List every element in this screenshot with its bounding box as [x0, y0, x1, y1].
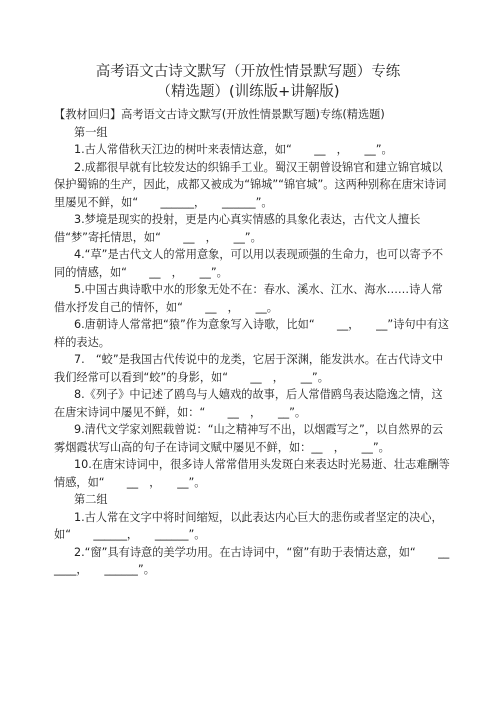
question-item: 3.梦境是现实的投射，更是内心真实情感的具象化表达，古代文人擅长借“梦”寄托情思，如“ __ ， __”。 [54, 213, 421, 244]
question-item: 2.成都很早就有比较发达的织锦手工业。蜀汉王朝曾设锦官和建立锦官城以保护蜀锦的生产，因此，成都又被成为“锦城”“锦官城”。这两种别称在唐宋诗词里屡见不鲜，如“ ______， ______”。 [54, 160, 447, 209]
question-item: 7. “蛟”是我国古代传说中的龙类，它居于深渊，能发洪水。在古代诗文中我们经常可以看到“蛟”的身影，如“ __ ， __”。 [54, 353, 444, 384]
document-title: 高考语文古诗文默写（开放性情景默写题）专练（精选题）(训练版+讲解版) [95, 64, 401, 100]
question-item: 4.“草”是古代文人的常用意象，可以用以表现顽强的生命力，也可以寄予不同的情感，如“ __ ， __”。 [54, 248, 444, 279]
question-item: 10.在唐宋诗词中，很多诗人常常借用头发斑白来表达时光易逝、壮志难酬等情感，如“ __ ， __”。 [54, 458, 450, 489]
question-item: 1.古人常借秋天江边的树叶来表情达意，如“ __ ， __”。 [74, 143, 393, 156]
question-item: 1.古人常在文字中将时间缩短，以此表达内心巨大的悲伤或者坚定的决心，如“ ______， ______”。 [54, 510, 443, 541]
question-item: 9.清代文学家刘熙载曾说：“山之精神写不出，以烟霞写之”，以自然界的云雾烟霞状写山高的句子在诗词文赋中屡见不鲜，如：__ ， __”。 [54, 423, 444, 454]
question-item: 2.“窗”具有诗意的美学功用。在古诗词中，“窗”有助于表情达意，如“ ______， ______”。 [54, 545, 450, 576]
group-1-heading: 第一组 [74, 125, 108, 139]
intro-paragraph: 【教材回归】高考语文古诗文默写(开放性情景默写题)专练(精选题) [54, 108, 385, 121]
question-item: 5.中国古典诗歌中水的形象无处不在：春水、溪水、江水、海水……诗人常借水抒发自己的情怀，如“ __ ， __。 [54, 283, 443, 314]
question-item: 8.《列子》中记述了鸥鸟与人嬉戏的故事，后人常借鸥鸟表达隐逸之情，这在唐宋诗词中屡见不鲜，如：“ __ ， __”。 [54, 388, 443, 419]
document-body [54, 106, 450, 579]
group-2-heading: 第二组 [74, 493, 108, 506]
question-item: 6.唐朝诗人常常把“猿”作为意象写入诗歌，比如“ __， __”诗句中有这样的表达。 [54, 318, 450, 349]
